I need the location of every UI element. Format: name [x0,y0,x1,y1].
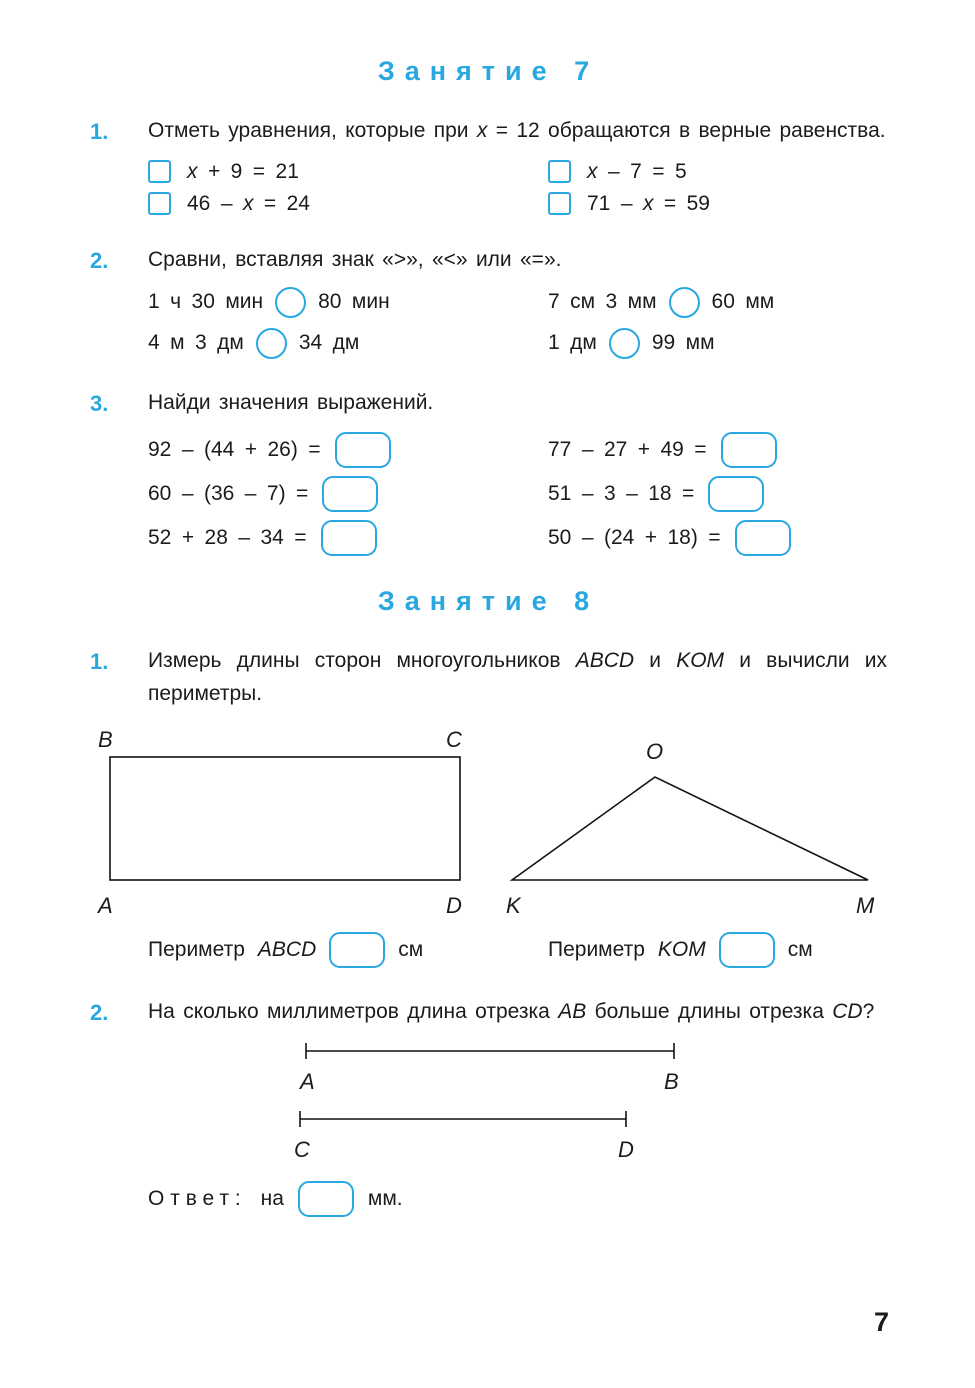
text-part: = 12 обращаются в верные равенства. [487,119,886,142]
segment-label-c: C [294,1136,310,1162]
comparison-right: 99 мм [651,331,715,355]
comparison-1 [148,287,548,318]
rect-label-b: B [98,728,113,752]
expression-text: 60 – (36 – 7) = [148,481,309,505]
lesson7-task1-body [148,115,887,216]
lesson7-task2-text: Сравни, вставляя знак «>», «<» или «=». [148,247,562,271]
equation-2-text [587,160,687,184]
page-number: 7 [873,1307,889,1337]
expression-3-answer-box[interactable] [322,476,378,512]
final-answer-box[interactable] [298,1181,354,1217]
segment-label-d: D [618,1136,634,1162]
lesson7-task1-text [148,115,887,148]
equation-4-checkbox[interactable] [548,192,571,215]
equation-2-checkbox[interactable] [548,160,571,183]
polygon-figures [90,729,887,924]
equation-option-2 [548,160,887,184]
equation-part: = 24 [253,191,310,215]
rect-label-a: A [98,892,113,918]
equation-part: 46 – [187,191,243,215]
expression-1-answer-box[interactable] [335,432,391,468]
expression-text: 52 + 28 – 34 = [148,525,307,549]
expression-6-answer-box[interactable] [735,520,791,556]
variable-x: x [587,159,598,183]
comparison-1-sign-circle[interactable] [275,287,306,318]
expression-6 [548,520,887,556]
lesson7-task3-number: 3. [90,390,109,416]
comparison-right: 34 дм [298,331,360,355]
perimeter-abcd [148,932,548,968]
lesson7-task3 [90,387,887,556]
equation-options [148,160,887,216]
equation-part: = 59 [653,191,710,215]
lesson7-task2-body [148,244,887,359]
equation-part: – 7 = 5 [597,159,687,183]
expression-grid [148,432,887,556]
comparison-4-sign-circle[interactable] [609,328,640,359]
lesson7-task3-body [148,387,887,556]
answer-preposition: на [260,1186,284,1210]
segment-figures [290,1037,887,1167]
answer-label: Ответ: [148,1186,247,1210]
expression-4 [548,476,887,512]
perimeter-abcd-answer-box[interactable] [329,932,385,968]
text-part: ? [862,999,875,1023]
rectangle-abcd [110,757,460,880]
expression-4-answer-box[interactable] [708,476,764,512]
triangle-label-m: M [856,892,875,918]
variable-x: x [476,119,488,142]
comparison-left: 1 дм [548,331,597,355]
comparison-left: 1 ч 30 мин [148,290,264,314]
text-part: и вычисли их периметры. [148,648,888,705]
comparison-left: 4 м 3 дм [148,331,244,355]
perimeter-kom-answer-box[interactable] [719,932,775,968]
lesson7-task2 [90,244,887,359]
variable-x: x [187,159,198,183]
lesson8-task2-text [148,996,887,1029]
lesson8-task2-body [148,996,887,1029]
text-part: Отметь уравнения, которые при [148,119,477,142]
perimeter-shape-name: KOM [657,937,706,961]
comparison-left: 7 см 3 мм [548,290,657,314]
lesson8-title: Занятие 8 [377,585,600,616]
equation-3-checkbox[interactable] [148,192,171,215]
expression-5-answer-box[interactable] [321,520,377,556]
comparison-right: 60 мм [711,290,775,314]
text-part: больше длины отрезка [586,999,833,1023]
equation-option-1 [148,160,548,184]
lesson8-task1 [90,645,887,711]
triangle-label-o: O [646,738,664,764]
lesson7-task3-text: Найди значения выражений. [148,390,434,414]
equation-option-4 [548,192,887,216]
answer-unit: мм. [367,1186,403,1210]
comparison-4 [548,328,887,359]
perimeter-row [148,932,887,968]
comparison-grid [148,287,887,359]
equation-3-text [187,192,310,216]
equation-4-text [587,192,710,216]
lesson8-task1-text [148,645,887,711]
segment-name-cd: CD [832,999,863,1023]
lesson7-title: Занятие 7 [377,56,600,86]
expression-5 [148,520,548,556]
expression-text: 92 – (44 + 26) = [148,437,321,461]
triangle-kom [512,777,868,880]
perimeter-label: Периметр [148,937,245,961]
rect-label-c: C [446,728,462,752]
expression-text: 51 – 3 – 18 = [548,481,695,505]
comparison-2 [548,287,887,318]
polygon-figures-svg [90,729,895,924]
text-part: и [634,648,677,672]
comparison-2-sign-circle[interactable] [669,287,700,318]
equation-1-text [187,160,299,184]
lesson8-task1-body [148,645,887,711]
segment-label-b: B [664,1068,679,1094]
equation-part: + 9 = 21 [197,159,299,183]
perimeter-unit: см [398,937,424,961]
lesson7-task2-number: 2. [90,247,109,273]
text-part: Измерь длины сторон многоугольников [148,648,576,672]
expression-text: 77 – 27 + 49 = [548,437,707,461]
lesson7-task1-number: 1. [90,119,109,144]
perimeter-kom [548,932,887,968]
perimeter-unit: см [787,937,813,961]
polygon-name-abcd: ABCD [575,648,635,672]
segment-label-a: A [300,1068,315,1094]
expression-3 [148,476,548,512]
variable-x: x [242,191,254,215]
comparison-right: 80 мин [318,290,390,314]
segment-figures-svg [290,1037,690,1167]
lesson8-task2 [90,996,887,1029]
comparison-3 [148,328,548,359]
rect-label-d: D [446,892,462,918]
lesson7-task1 [90,115,887,216]
comparison-3-sign-circle[interactable] [256,328,287,359]
triangle-label-k: K [506,892,521,918]
equation-option-3 [148,192,548,216]
expression-2-answer-box[interactable] [721,432,777,468]
equation-part: 71 – [587,191,643,215]
segment-name-ab: AB [558,999,587,1023]
perimeter-label: Периметр [548,937,645,961]
variable-x: x [642,191,654,215]
polygon-name-kom: KOM [676,648,725,672]
expression-text: 50 – (24 + 18) = [548,525,721,549]
text-part: На сколько миллиметров длина отрезка [148,999,559,1023]
final-answer-row [148,1181,887,1217]
equation-1-checkbox[interactable] [148,160,171,183]
expression-2 [548,432,887,468]
expression-1 [148,432,548,468]
lesson8-task2-number: 2. [90,999,109,1025]
lesson8-task1-number: 1. [90,648,109,674]
perimeter-shape-name: ABCD [257,937,317,961]
